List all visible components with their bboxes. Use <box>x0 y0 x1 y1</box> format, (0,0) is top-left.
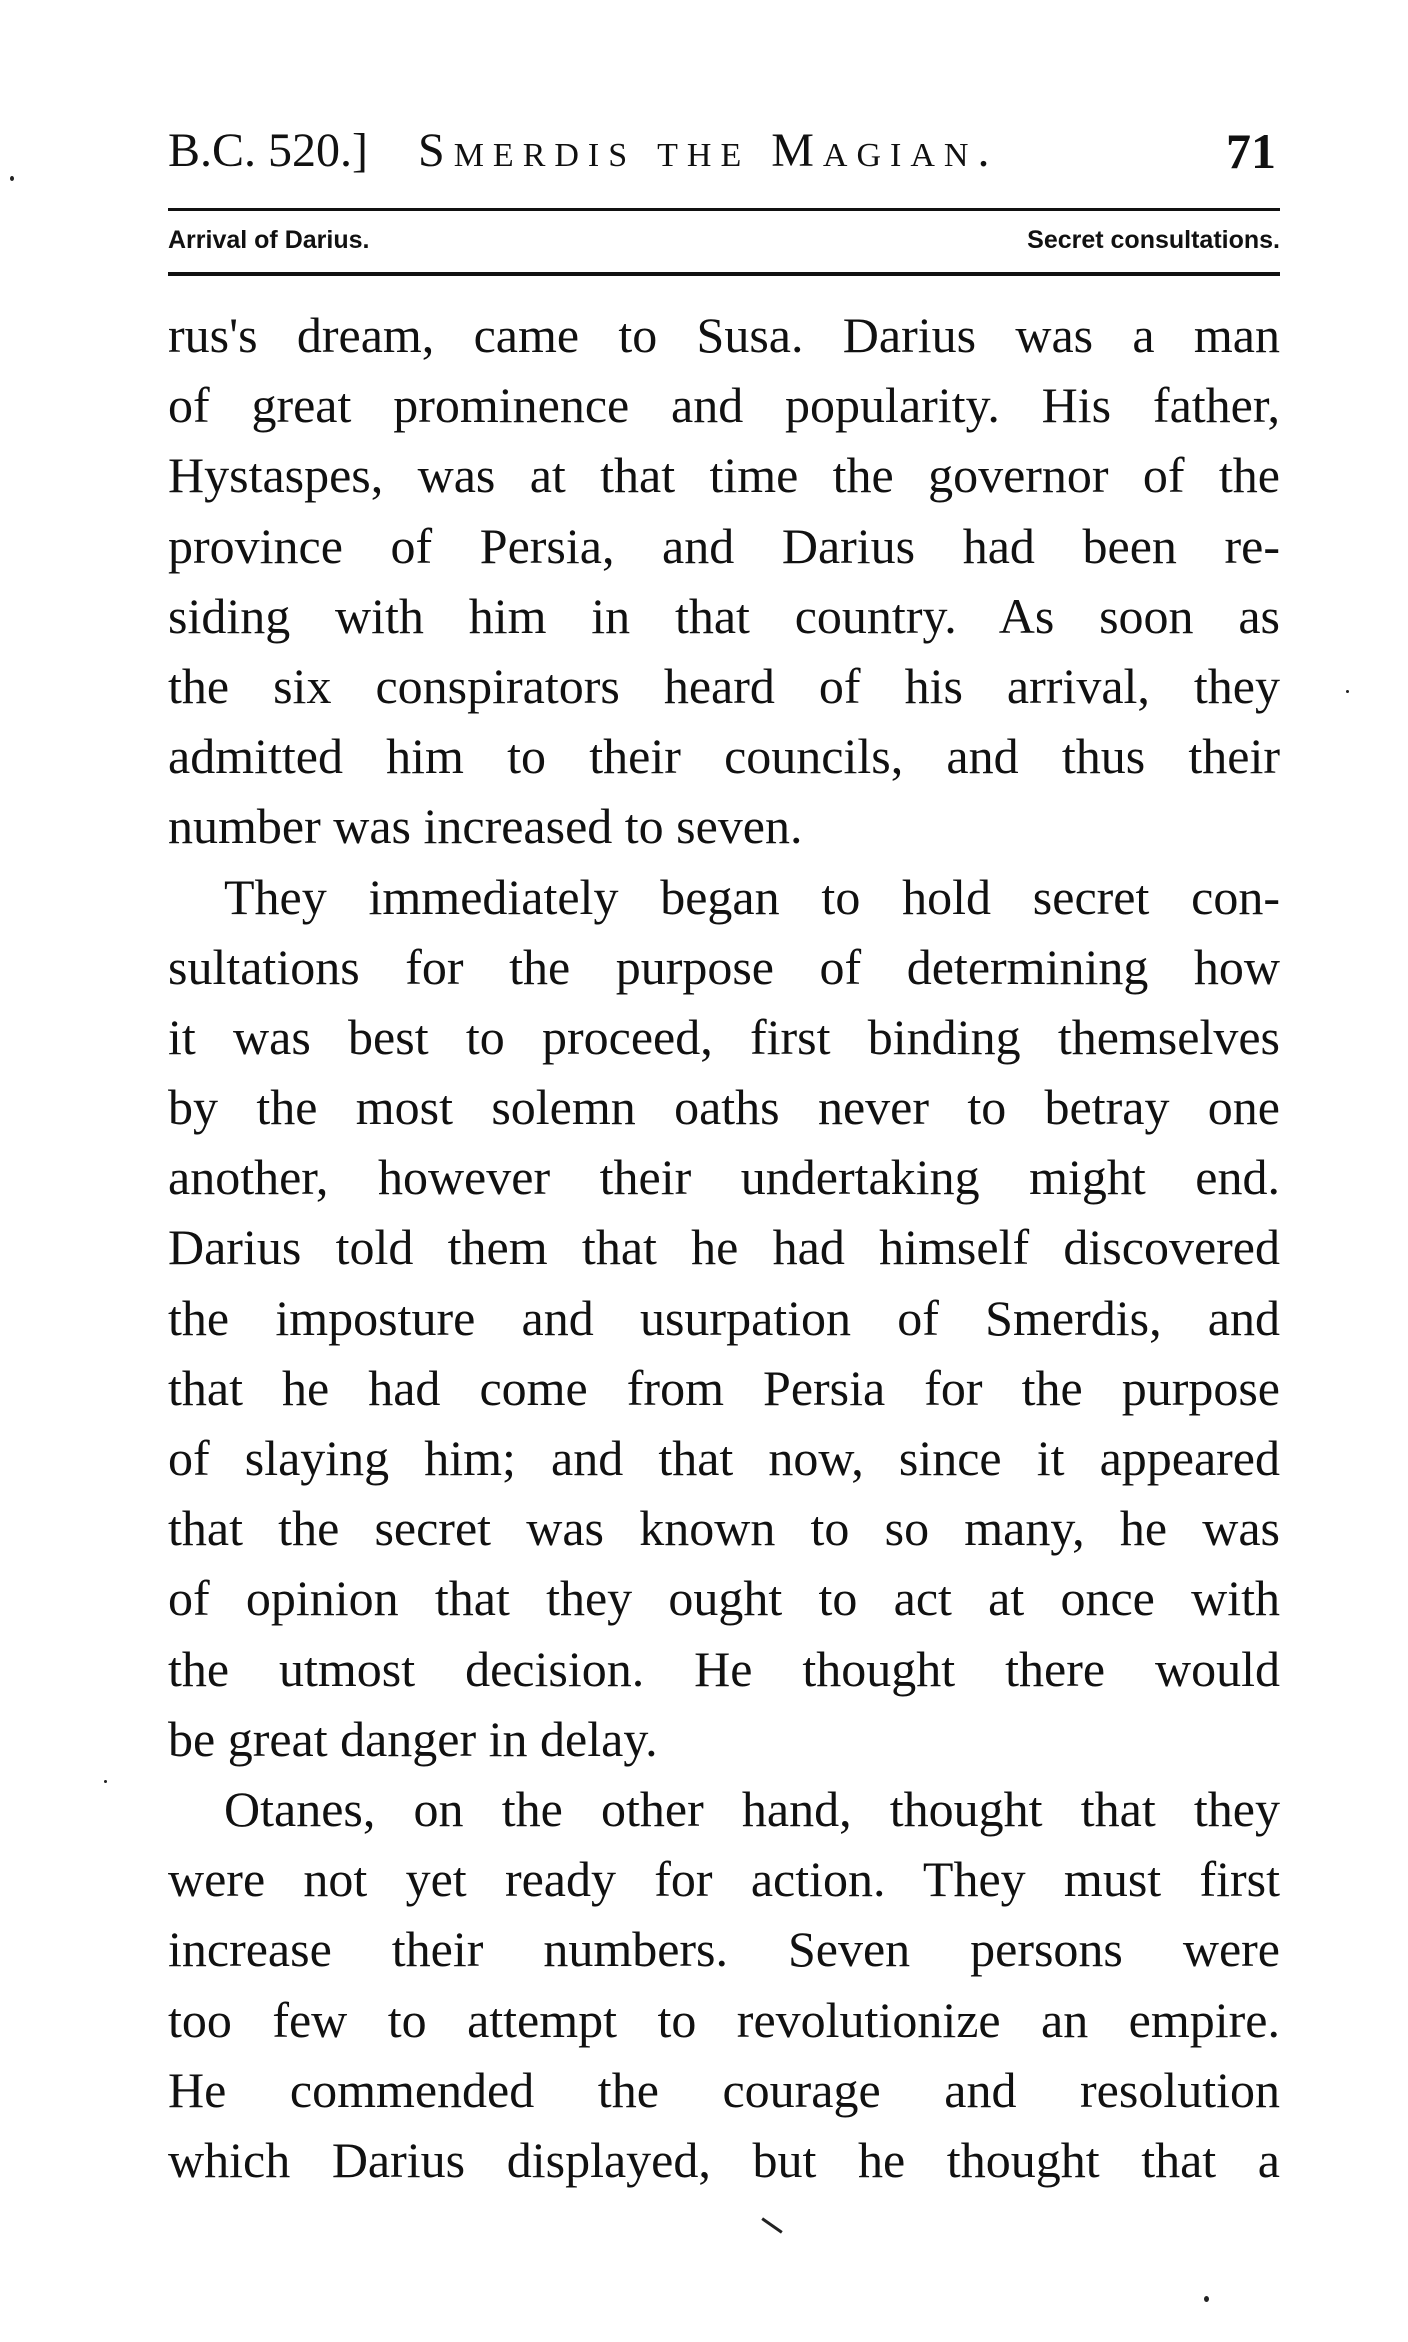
text-line: were not yet ready for action. They must first <box>168 1851 1280 1908</box>
text-line: that he had come from Persia for the purpose <box>168 1359 1280 1416</box>
body-text <box>168 300 1280 2195</box>
text-line: number was increased to seven. <box>168 798 803 855</box>
text-line: province of Persia, and Darius had been re- <box>168 517 1280 574</box>
text-line: Darius told them that he had himself discovered <box>168 1219 1280 1276</box>
text-line: the utmost decision. He thought there would <box>168 1640 1280 1697</box>
text-line: admitted him to their councils, and thus their <box>168 728 1280 785</box>
print-speck <box>1346 690 1349 693</box>
text-line: of slaying him; and that now, since it appeared <box>168 1430 1280 1486</box>
text-line: He commended the courage and resolution <box>168 2061 1280 2118</box>
header-rule-bottom <box>168 272 1280 276</box>
text-line: sultations for the purpose of determining how <box>168 938 1280 995</box>
print-speck <box>1204 2296 1209 2302</box>
text-line: increase their numbers. Seven persons were <box>168 1921 1280 1978</box>
text-line: which Darius displayed, but he thought that a <box>168 2131 1280 2188</box>
text-line: of great prominence and popularity. His father, <box>168 377 1280 434</box>
print-mark <box>761 2217 782 2233</box>
print-speck <box>104 1780 107 1783</box>
text-line: the six conspirators heard of his arrival, they <box>168 657 1280 714</box>
text-line: They immediately began to hold secret con- <box>224 868 1280 925</box>
side-note-left: Arrival of Darius. <box>168 226 370 254</box>
text-line: rus's dream, came to Susa. Darius was a man <box>168 307 1280 363</box>
text-line: another, however their undertaking might end. <box>168 1149 1280 1206</box>
text-line: it was best to proceed, first binding themselves <box>168 1008 1280 1065</box>
running-header <box>168 120 1280 190</box>
header-title: Smerdis the Magian. <box>418 124 999 177</box>
text-line: the imposture and usurpation of Smerdis, and <box>168 1289 1280 1346</box>
header-date: B.C. 520.] <box>168 124 369 177</box>
text-line: by the most solemn oaths never to betray one <box>168 1079 1280 1136</box>
page-number: 71 <box>1226 123 1276 179</box>
text-line: too few to attempt to revolutionize an empire. <box>168 1991 1280 2048</box>
print-speck <box>10 176 14 181</box>
text-line: that the secret was known to so many, he was <box>168 1500 1280 1557</box>
text-line: Hystaspes, was at that time the governor of the <box>168 447 1280 504</box>
header-rule-top <box>168 208 1280 211</box>
side-note-right: Secret consultations. <box>1027 226 1280 254</box>
text-line: siding with him in that country. As soon as <box>168 587 1280 644</box>
text-line: Otanes, on the other hand, thought that they <box>224 1780 1280 1837</box>
text-line: of opinion that they ought to act at once with <box>168 1570 1280 1627</box>
text-line: be great danger in delay. <box>168 1710 658 1767</box>
